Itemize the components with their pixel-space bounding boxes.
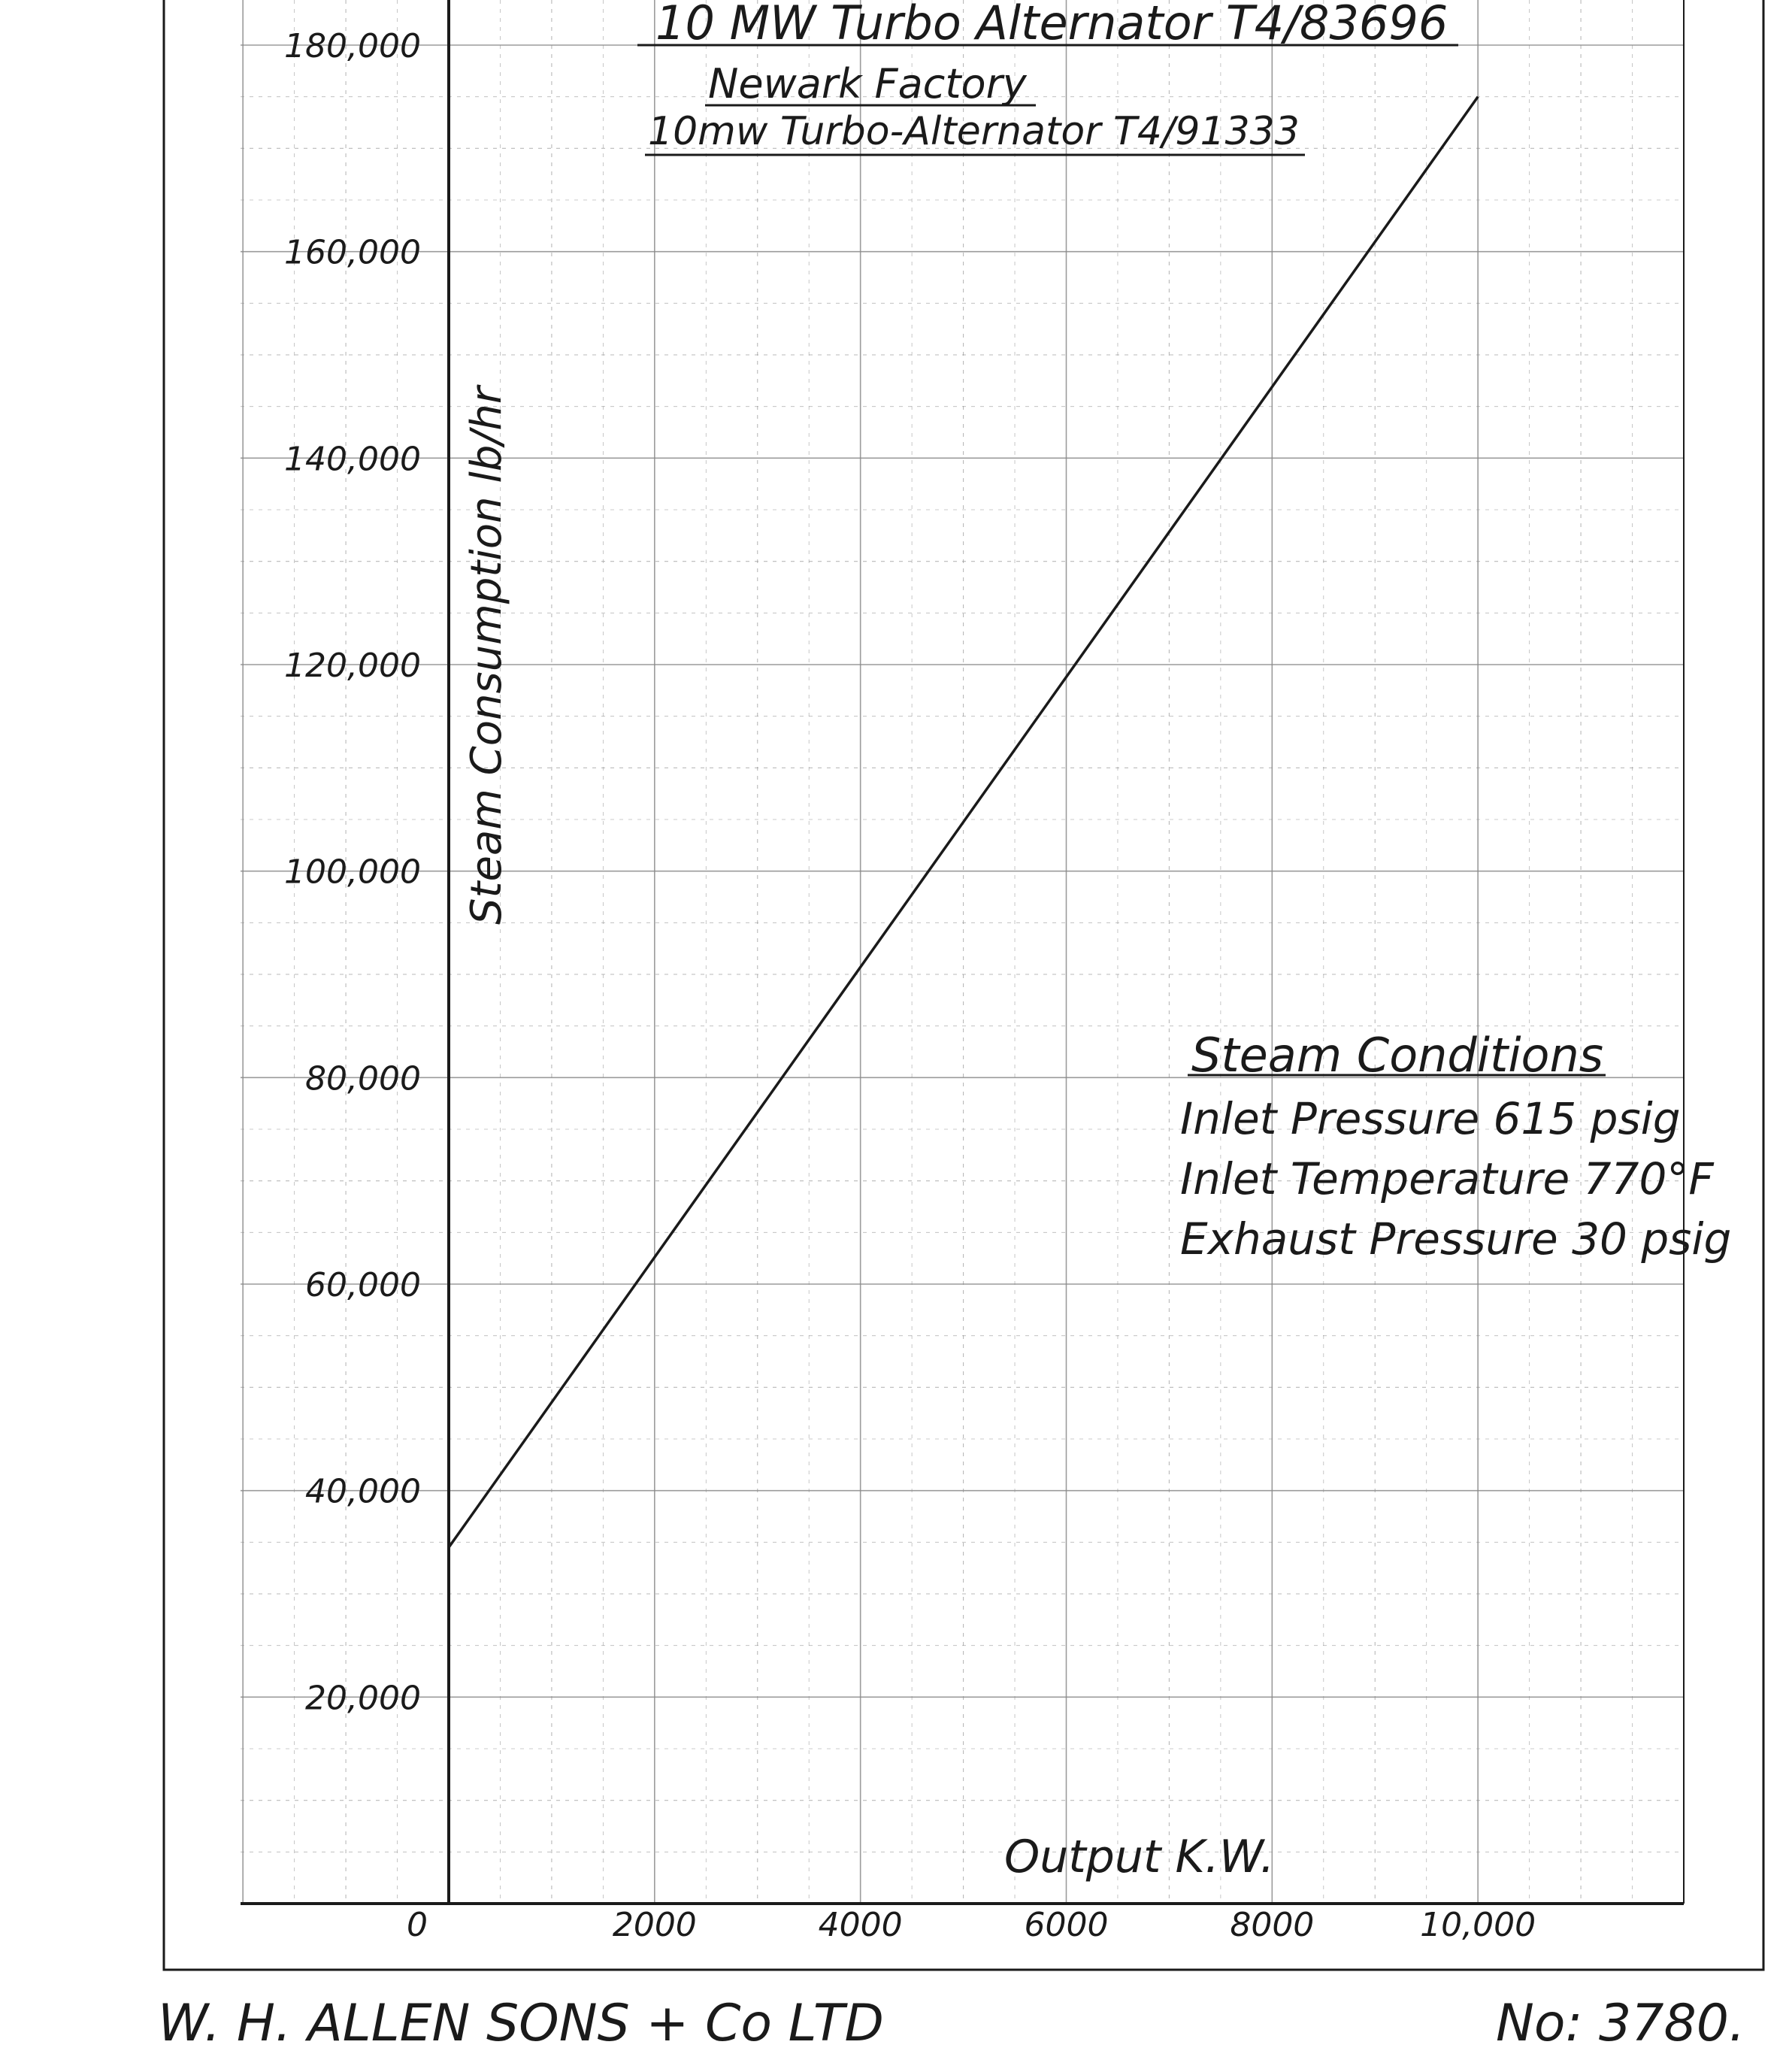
annotation-line-2: Inlet Temperature 770°F — [1180, 1153, 1714, 1204]
chart-title: 10 MW Turbo Alternator T4/83696 — [655, 0, 1448, 50]
annotation-heading: Steam Conditions — [1191, 1028, 1604, 1083]
tick-labels — [284, 27, 1536, 1944]
annotation-line-3: Exhaust Pressure 30 psig — [1180, 1213, 1732, 1265]
y-tick-label: 60,000 — [305, 1266, 421, 1304]
x-tick-label: 4000 — [818, 1906, 903, 1944]
y-tick-label: 100,000 — [284, 853, 421, 892]
x-tick-label: 2000 — [612, 1906, 697, 1944]
x-tick-label: 0 — [407, 1906, 428, 1944]
chart-subtitle-2: 10mw Turbo-Alternator T4/91333 — [648, 109, 1300, 154]
y-tick-label: 40,000 — [305, 1472, 421, 1511]
y-tick-label: 140,000 — [284, 440, 421, 479]
y-tick-label: 180,000 — [284, 27, 421, 65]
x-tick-label: 8000 — [1230, 1906, 1315, 1944]
document-number: No: 3780. — [1496, 1994, 1745, 2053]
y-tick-label: 20,000 — [305, 1679, 421, 1718]
axes — [241, 0, 1684, 1904]
company-name: W. H. ALLEN SONS + Co LTD — [158, 1994, 884, 2053]
y-tick-label: 80,000 — [305, 1059, 421, 1098]
chart-subtitle-1: Newark Factory — [708, 60, 1027, 108]
x-axis-label: Output K.W. — [1004, 1831, 1275, 1883]
x-tick-label: 6000 — [1024, 1906, 1109, 1944]
annotation-line-1: Inlet Pressure 615 psig — [1180, 1093, 1681, 1144]
y-axis-label: Steam Consumption lb/hr — [462, 386, 511, 925]
x-tick-label: 10,000 — [1420, 1906, 1536, 1944]
grid — [241, 0, 1684, 1904]
y-tick-label: 120,000 — [284, 647, 421, 685]
y-tick-label: 160,000 — [284, 233, 421, 272]
